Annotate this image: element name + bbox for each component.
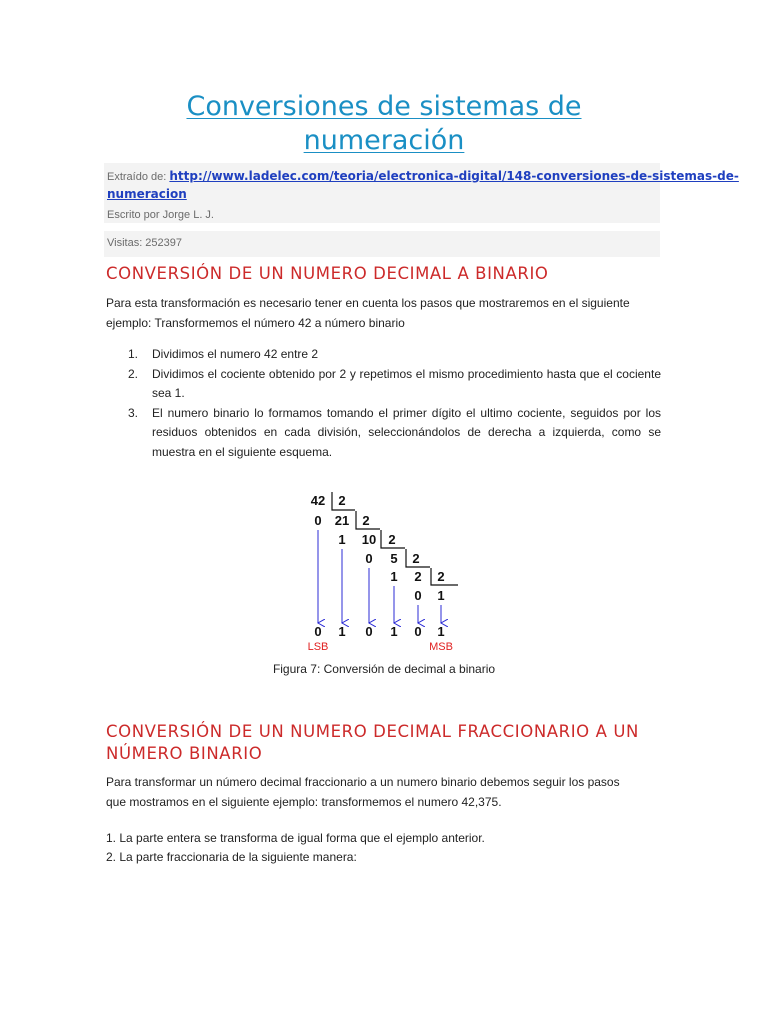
list-item-text: Dividimos el cociente obtenido por 2 y repetimos el mismo procedimiento hasta que el cociente sea 1. — [152, 366, 661, 400]
page-title — [0, 90, 768, 158]
section2-intro — [106, 773, 661, 812]
section2-heading — [106, 721, 666, 765]
list-item-text: Dividimos el numero 42 entre 2 — [152, 347, 319, 361]
binary-digit: 1 — [437, 624, 445, 639]
page-title-line2: numeración — [303, 125, 465, 156]
list-item-number: 1. — [128, 347, 139, 361]
list-item: 2. La parte fraccionaria de la siguiente manera: — [106, 850, 357, 864]
divisor: 2 — [362, 513, 370, 528]
divisor: 2 — [388, 532, 396, 547]
section1-intro — [106, 294, 661, 333]
steps-list — [106, 345, 661, 462]
binary-digit: 0 — [414, 624, 422, 639]
list-item — [106, 365, 661, 404]
author-line: Escrito por Jorge L. J. — [107, 209, 214, 221]
remainder: 1 — [390, 569, 398, 584]
dividend-10: 10 — [361, 532, 377, 547]
msb-label: MSB — [429, 641, 453, 653]
binary-digit: 0 — [314, 624, 322, 639]
section2-intro-line1: Para transformar un número decimal fraccionario a un numero binario debemos seguir los pasos — [106, 775, 620, 789]
source-link-continued[interactable]: numeracion — [107, 187, 187, 201]
last-quotient: 1 — [437, 588, 445, 603]
dividend-2: 2 — [414, 569, 422, 584]
visits-count: Visitas: 252397 — [107, 237, 183, 249]
section1-intro-line2: ejemplo: Transformemos el número 42 a número binario — [106, 315, 405, 330]
dividend-21: 21 — [334, 513, 350, 528]
dividend-42: 42 — [310, 493, 326, 508]
section1-intro-line1: Para esta transformación es necesario tener en cuenta los pasos que mostraremos en el siguiente — [106, 296, 630, 310]
list-item: 1. La parte entera se transforma de igual forma que el ejemplo anterior. — [106, 831, 485, 845]
section2-intro-line2: que mostramos en el siguiente ejemplo: transformemos el numero 42,375. — [106, 794, 502, 809]
page-title-line1: Conversiones de sistemas de — [186, 91, 582, 122]
dividend-5: 5 — [390, 551, 398, 566]
binary-digit: 0 — [365, 624, 373, 639]
remainder: 0 — [414, 588, 422, 603]
binary-digit: 1 — [390, 624, 398, 639]
remainder: 0 — [314, 513, 322, 528]
binary-digit: 1 — [338, 624, 346, 639]
section1-heading: CONVERSIÓN DE UN NUMERO DECIMAL A BINARIO — [106, 264, 549, 283]
extracted-label: Extraído de: — [107, 171, 167, 183]
lsb-label: LSB — [307, 641, 329, 653]
section2-heading-line2: NÚMERO BINARIO — [106, 744, 263, 763]
list-item-number: 3. — [128, 405, 139, 420]
source-info-box — [104, 163, 739, 223]
list-item-number: 2. — [128, 366, 139, 381]
list-item — [106, 404, 661, 463]
division-diagram — [300, 488, 470, 656]
visits-box — [104, 231, 660, 257]
source-link[interactable]: http://www.ladelec.com/teoria/electronica-digital/148-conversiones-de-sistemas-de- — [169, 169, 739, 183]
list-item-text: El numero binario lo formamos tomando el primer dígito el ultimo cociente, seguidos por los residuos obtenidos en cada división, seleccionándolos de derecha a izquierda, como se muestra en el siguiente esquema. — [152, 405, 661, 459]
remainder: 1 — [338, 532, 346, 547]
figure-caption: Figura 7: Conversión de decimal a binario — [272, 662, 496, 676]
divisor: 2 — [338, 493, 346, 508]
divisor: 2 — [437, 569, 445, 584]
section2-heading-line1: CONVERSIÓN DE UN NUMERO DECIMAL FRACCIONARIO A UN — [106, 722, 639, 741]
list-item — [106, 345, 661, 365]
remainder: 0 — [365, 551, 373, 566]
divisor: 2 — [412, 551, 420, 566]
